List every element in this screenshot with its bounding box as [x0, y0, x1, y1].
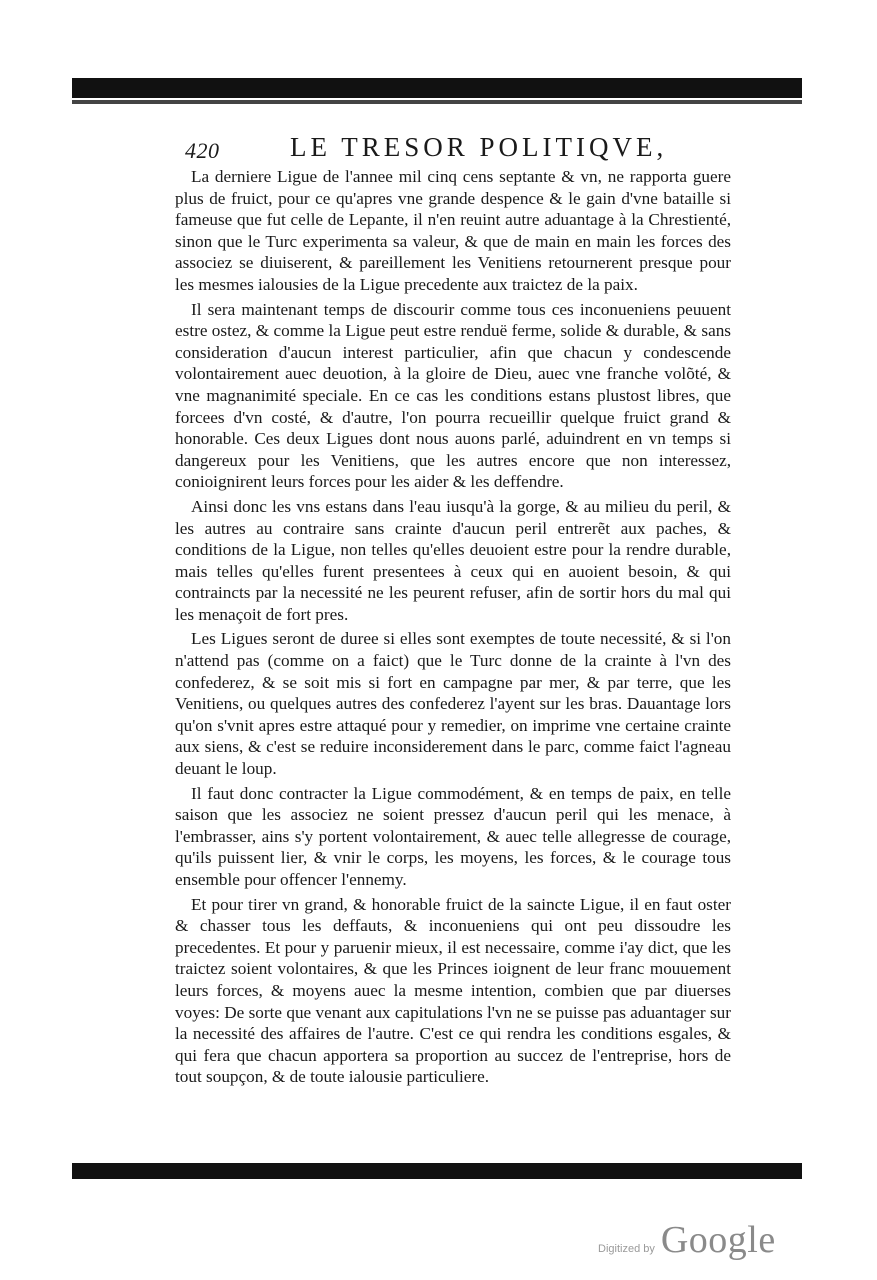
body-text — [175, 166, 731, 1088]
paragraph: Il sera maintenant temps de discourir comme tous ces inconueniens peuuent estre ostez, & comme la Ligue peut estre renduë ferme, solide & durable, & sans consideration d'aucun interest particulier, afin que chacun y condescende volontairement auec deuotion, à la gloire de Dieu, auec vne franche volõté, & vne magnanimité speciale. En ce cas les conditions estans plustost libres, que forcees d'vn costé, & d'autre, l'on pourra recueillir quelque fruict grand & honorable. Ces deux Ligues dont nous auons parlé, aduindrent en vn temps si dangereux pour les Venitiens, que les autres encore que non interessez, conioignirent leurs forces pour les aider & les deffendre. — [175, 299, 731, 492]
digitized-label: Digitized by — [598, 1243, 655, 1255]
book-page — [175, 128, 731, 1088]
running-title: LE TRESOR POLITIQVE, — [290, 132, 668, 162]
bottom-scan-border — [72, 1163, 802, 1179]
paragraph: Ainsi donc les vns estans dans l'eau iusqu'à la gorge, & au milieu du peril, & les autres au contraire sans crainte d'aucun peril entrerẽt aux paches, & conditions de la Ligue, non telles qu'elles deuoient estre pour la rendre durable, mais telles qu'elles furent presentees à ceux qui en auoient besoin, & qui contraincts par la necessité ne les peurent refuser, afin de sortir hors du mal qui les menaçoit de fort pres. — [175, 496, 731, 624]
page-number: 420 — [185, 138, 220, 163]
paragraph: Les Ligues seront de duree si elles sont exemptes de toute necessité, & si l'on n'attend pas (comme on a faict) que le Turc donne de la crainte à l'vn des confederez, & se soit mis si fort en campagne par mer, & par terre, que les Venitiens, ou quelques autres des confederez l'ayent sur les bras. Dauantage lors qu'on s'vnit apres estre attaqué pour y remedier, on imprime vne certaine crainte aux siens, & c'est se reduire inconsiderement dans le parc, comme faict l'agneau deuant le loup. — [175, 629, 731, 779]
google-logo: Google — [660, 1219, 776, 1261]
digitized-watermark — [598, 1218, 776, 1262]
paragraph: Il faut donc contracter la Ligue commodément, & en temps de paix, en telle saison que les associez ne soient pressez d'aucun peril qui les menace, à l'embrasser, ains s'y portent volontairement, & auec telle allegresse de courage, qu'ils puissent lier, & vnir le corps, les moyens, les forces, & le courage tous ensemble pour offencer l'ennemy. — [175, 783, 731, 889]
running-head — [175, 128, 731, 166]
top-scan-border — [72, 78, 802, 98]
paragraph: Et pour tirer vn grand, & honorable fruict de la saincte Ligue, il en faut oster & chasser tous les deffauts, & inconueniens qui ont peu dissoudre les precedentes. Et pour y paruenir mieux, il est necessaire, comme i'ay dict, que les traictez soient volontaires, & que les Princes ioignent de leur franc mouuement leurs forces, & moyens auec la mesme intention, combien que par diuerses voyes: De sorte que venant aux capitulations l'vn ne se puisse pas aduantager sur la necessité des affaires de l'autre. C'est ce qui rendra les conditions esgales, & qui fera que chacun apportera sa proportion au succez de l'entreprise, hors de tout soupçon, & de toute ialousie particuliere. — [175, 894, 731, 1087]
paragraph: La derniere Ligue de l'annee mil cinq cens septante & vn, ne rapporta guere plus de fruict, pour ce qu'apres vne grande despence & le gain d'vne bataille si fameuse que fut celle de Lepante, il n'en reuint autre aduantage à la Chrestienté, sinon que le Turc experimenta sa valeur, & que de main en main les forces des associez se diuiserent, & pareillement les Venitiens retournerent presque pour les mesmes ialousies de la Ligue precedente aux traictez de la paix. — [175, 167, 731, 294]
